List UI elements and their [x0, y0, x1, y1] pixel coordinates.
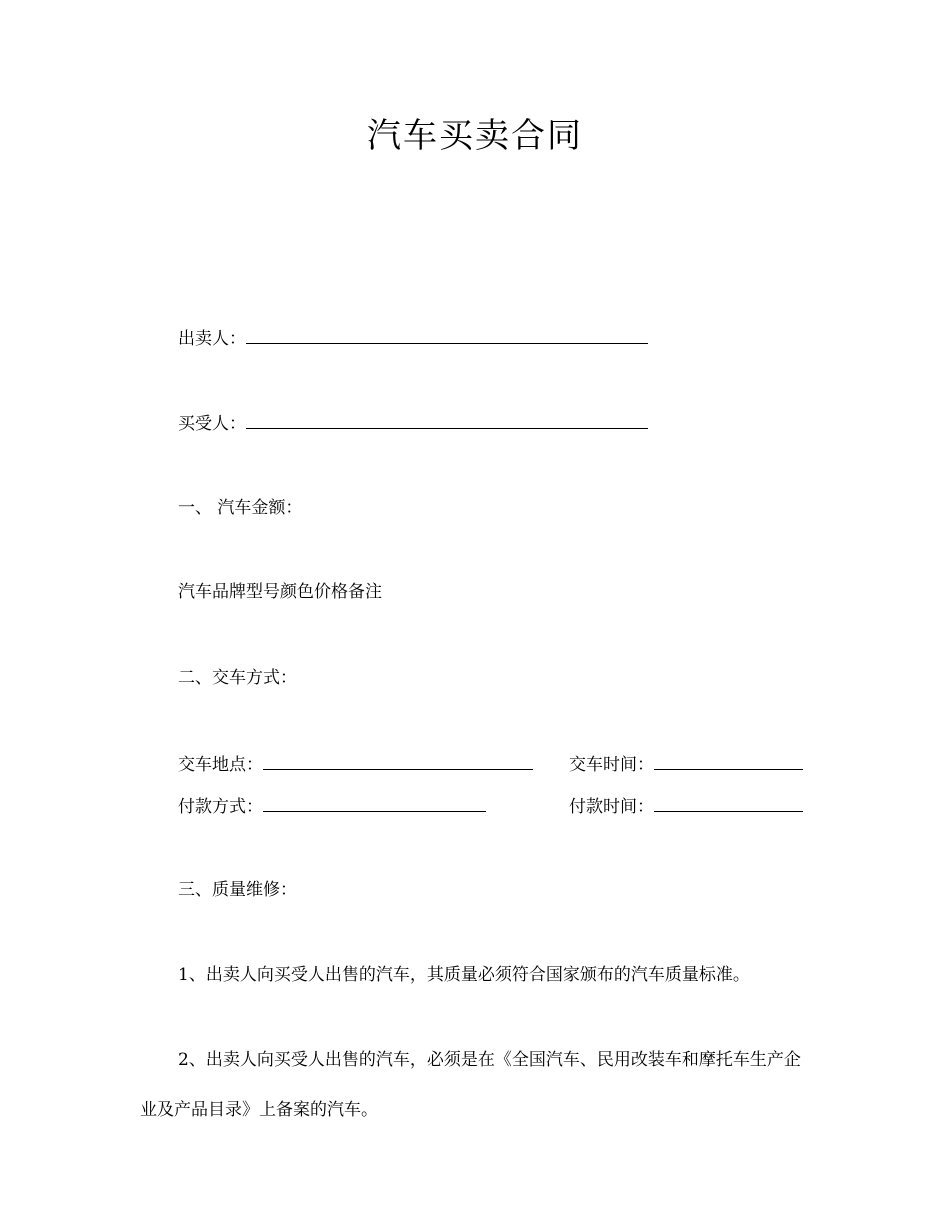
quality-clause-1: 1、出卖人向买受人出售的汽车，其质量必须符合国家颁布的汽车质量标准。 — [178, 965, 750, 985]
seller-label: 出卖人： — [178, 329, 246, 349]
buyer-label: 买受人： — [178, 414, 246, 434]
delivery-place-blank-field — [263, 751, 533, 770]
seller-blank-field — [246, 325, 648, 344]
delivery-time-line — [569, 751, 803, 777]
buyer-blank-field — [246, 410, 648, 429]
payment-method-blank-field — [263, 793, 486, 812]
payment-method-label: 付款方式： — [178, 797, 263, 817]
quality-clause-2: 2、出卖人向买受人出售的汽车，必须是在《全国汽车、民用改装车和摩托车生产企业及产品目录》上备案的汽车。 — [140, 1050, 801, 1120]
payment-time-line — [569, 793, 803, 819]
section3-heading: 三、质量维修： — [178, 880, 297, 900]
contract-title: 汽车买卖合同 — [367, 116, 583, 156]
section2-heading: 二、交车方式： — [178, 668, 297, 688]
seller-line — [178, 325, 648, 351]
delivery-place-line — [178, 751, 533, 777]
buyer-line — [178, 410, 648, 436]
section1-columns-line: 汽车品牌型号颜色价格备注 — [178, 582, 382, 602]
payment-method-line — [178, 793, 486, 819]
delivery-time-label: 交车时间： — [569, 755, 654, 775]
delivery-time-blank-field — [654, 751, 803, 770]
delivery-place-label: 交车地点： — [178, 755, 263, 775]
payment-time-blank-field — [654, 793, 803, 812]
payment-time-label: 付款时间： — [569, 797, 654, 817]
section1-heading: 一、 汽车金额： — [178, 498, 303, 518]
